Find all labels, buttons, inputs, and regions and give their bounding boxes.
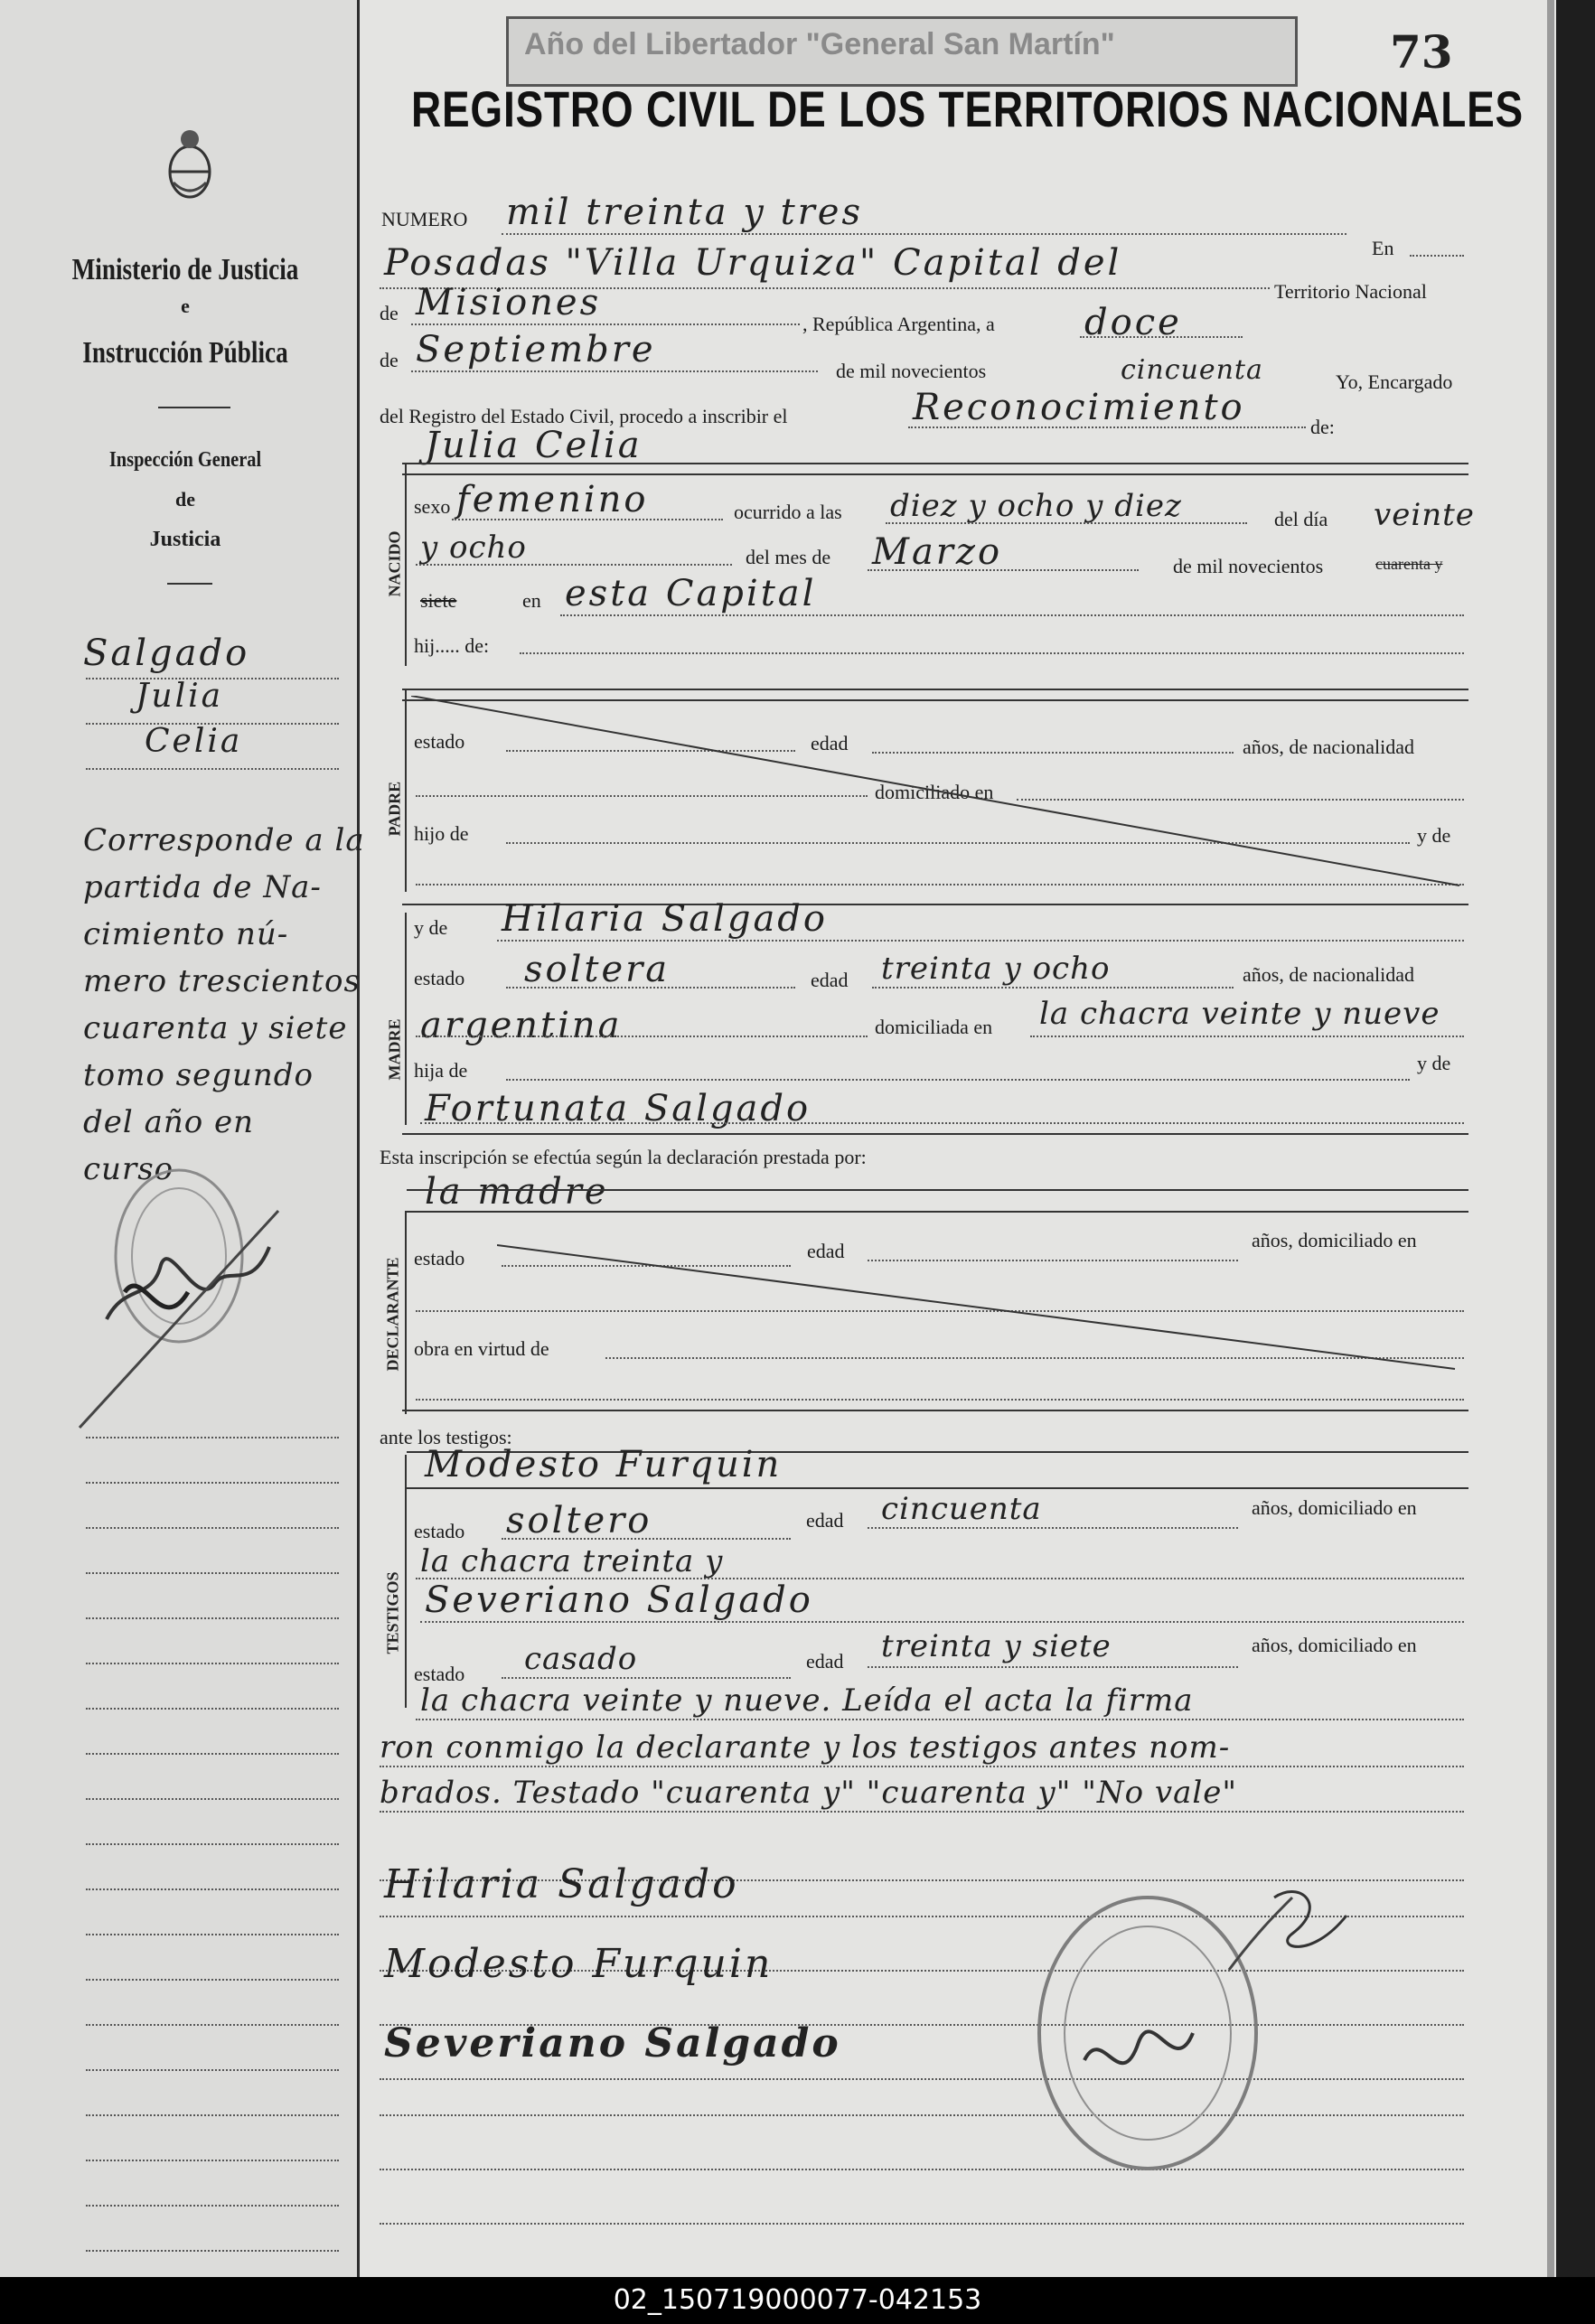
page-number: 73 (1390, 25, 1453, 79)
witness2-estado-label: estado (414, 1663, 465, 1685)
sexo-label: sexo (414, 495, 451, 518)
witness2-edad-label: edad (806, 1650, 844, 1673)
place-value: Posadas "Villa Urquiza" Capital del (384, 242, 1122, 284)
month-value: Septiembre (416, 329, 656, 370)
margin-note-line-6: tomo segundo (83, 1057, 314, 1093)
page-edge (1556, 0, 1595, 2277)
act-value: Reconocimiento (913, 387, 1245, 428)
madre-hija-label: hija de (414, 1059, 468, 1082)
witness2-anos-label: años, domiciliado en (1252, 1634, 1417, 1656)
witness1-name: Modesto Furquin (425, 1444, 783, 1485)
madre-nacionalidad-value: argentina (420, 1005, 623, 1046)
birth-month-value: Marzo (872, 531, 1003, 573)
testigos-section-label: TESTIGOS (383, 1571, 402, 1654)
madre-domicilio-value: la chacra veinte y nueve (1039, 996, 1440, 1032)
declarante-anos-label: años, domiciliado en (1252, 1229, 1417, 1251)
margin-line (86, 723, 339, 725)
hour-value: diez y ocho y diez (890, 488, 1182, 524)
inspection-line3: Justicia (149, 528, 221, 551)
year-value: cincuenta (1121, 354, 1263, 386)
madre-y-de-label-2: y de (1417, 1052, 1451, 1074)
child-name: Julia Celia (425, 425, 643, 466)
registry-title: REGISTRO CIVIL DE LOS TERRITORIOS NACIONALES (411, 80, 1524, 137)
declaracion-intro-label: Esta inscripción se efectúa según la declaración prestada por: (380, 1146, 867, 1168)
year-label: de mil novecientos (836, 360, 987, 382)
margin-note-line-3: cimiento nú- (83, 916, 289, 952)
witness1-edad-value: cincuenta (881, 1491, 1042, 1527)
padre-section-label: PADRE (385, 781, 404, 837)
birth-day-value: veinte (1374, 497, 1475, 533)
coat-of-arms-icon (164, 127, 215, 204)
witness1-estado-value: soltero (506, 1500, 652, 1542)
margin-note-line-8: curso (83, 1151, 174, 1187)
encargado-label: Yo, Encargado (1336, 370, 1453, 393)
witness1-edad-label: edad (806, 1509, 844, 1532)
margin-note-line-1: Corresponde a la (83, 822, 365, 858)
birth-place-value: esta Capital (565, 573, 817, 614)
madre-estado-label: estado (414, 967, 465, 989)
ministry-divider (158, 407, 230, 408)
witness2-edad-value: treinta y siete (881, 1628, 1112, 1664)
ministry-line2: e (181, 295, 190, 317)
madre-section-label: MADRE (385, 1018, 404, 1081)
ministry-line3: Instrucción Pública (82, 336, 288, 370)
margin-note-line-7: del año en (83, 1104, 255, 1140)
year-stamp-text: Año del Libertador "General San Martín" (524, 27, 1115, 61)
closing-line-2: ron conmigo la declarante y los testigos antes nom- (380, 1729, 1231, 1766)
padre-y-de-label: y de (1417, 824, 1451, 847)
place-prefix: en (522, 589, 541, 612)
signature-witness-2: Severiano Salgado (384, 2020, 841, 2066)
madre-parent-value: Fortunata Salgado (425, 1088, 812, 1129)
margin-note-line-2: partida de Na- (83, 869, 322, 905)
official-seal-icon (1003, 1861, 1383, 2187)
footer-file-id: 02_150719000077-042153 (0, 2277, 1595, 2324)
inspection-line2: de (175, 488, 195, 511)
nacido-section-label: NACIDO (385, 530, 404, 597)
padre-estado-label: estado (414, 730, 465, 753)
de-label: de (380, 302, 399, 324)
ministry-line1: Ministerio de Justicia (71, 253, 299, 286)
declarante-estado-label: estado (414, 1247, 465, 1270)
numero-value: mil treinta y tres (506, 192, 863, 233)
sexo-value: femenino (456, 479, 649, 520)
declarante-section-label: DECLARANTE (383, 1257, 402, 1372)
margin-line (86, 768, 339, 770)
madre-estado-value: soltera (524, 949, 671, 990)
margin-note-name-1: Salgado (83, 633, 250, 674)
madre-domicilio-label: domiciliada en (875, 1016, 993, 1038)
margin-note-line-5: cuarenta y siete (83, 1010, 348, 1046)
declarant-value: la madre (425, 1171, 609, 1213)
madre-y-de-label: y de (414, 916, 448, 939)
en-label: En (1372, 237, 1394, 259)
declarante-obra-label: obra en virtud de (414, 1337, 549, 1360)
de-colon-label: de: (1310, 416, 1335, 438)
margin-note-name-3: Celia (145, 723, 243, 760)
signature-witness-1: Modesto Furquin (384, 1941, 774, 1987)
margin-line (86, 678, 339, 679)
dia-label: del día (1274, 508, 1328, 530)
numero-label: NUMERO (381, 208, 468, 230)
birth-year-label: de mil novecientos (1173, 555, 1324, 577)
ocurrido-label: ocurrido a las (734, 501, 842, 523)
registro-label: del Registro del Estado Civil, procedo a inscribir el (380, 405, 788, 427)
madre-anos-label: años, de nacionalidad (1243, 963, 1414, 986)
declarante-edad-label: edad (807, 1240, 845, 1262)
closing-line-3: brados. Testado "cuarenta y" "cuarenta y" "No vale" (380, 1775, 1237, 1811)
witness1-domicilio-value: la chacra treinta y (420, 1543, 724, 1579)
closing-line-1: la chacra veinte y nueve. Leída el acta la firma (420, 1682, 1194, 1719)
birth-day-value-2: y ocho (420, 529, 527, 566)
madre-name-value: Hilaria Salgado (502, 898, 828, 940)
padre-edad-label: edad (811, 732, 849, 754)
margin-note-line-4: mero trescientos (83, 963, 361, 999)
witness1-estado-label: estado (414, 1520, 465, 1542)
signature-mother: Hilaria Salgado (384, 1861, 739, 1907)
testigos-intro-label: ante los testigos: (380, 1426, 512, 1448)
declarante-cross-out-line (497, 1238, 1464, 1373)
witness2-name: Severiano Salgado (425, 1579, 813, 1621)
hij-label: hij..... de: (414, 634, 490, 657)
margin-note-name-2: Julia (136, 678, 224, 715)
inspection-line1: Inspección General (108, 448, 262, 472)
madre-edad-value: treinta y ocho (881, 951, 1111, 987)
inspection-divider (167, 583, 212, 585)
witness1-anos-label: años, domiciliado en (1252, 1496, 1417, 1519)
padre-cross-out-line (411, 696, 1468, 895)
madre-edad-label: edad (811, 969, 849, 991)
padre-hijo-label: hijo de (414, 822, 469, 845)
padre-domicilio-label: domiciliado en (875, 781, 994, 803)
padre-anos-label: años, de nacionalidad (1243, 736, 1414, 758)
de-label-2: de (380, 349, 399, 371)
birth-year-struck: cuarenta y (1375, 555, 1443, 573)
day-value: doce (1084, 302, 1182, 343)
birth-year-value: siete (420, 589, 457, 612)
republica-label: , República Argentina, a (802, 313, 995, 335)
witness2-estado-value: casado (524, 1641, 638, 1677)
mes-label: del mes de (746, 546, 831, 568)
margin-seal-icon (70, 1157, 305, 1446)
territorio-label: Territorio Nacional (1274, 280, 1427, 303)
territory-value: Misiones (416, 282, 602, 323)
